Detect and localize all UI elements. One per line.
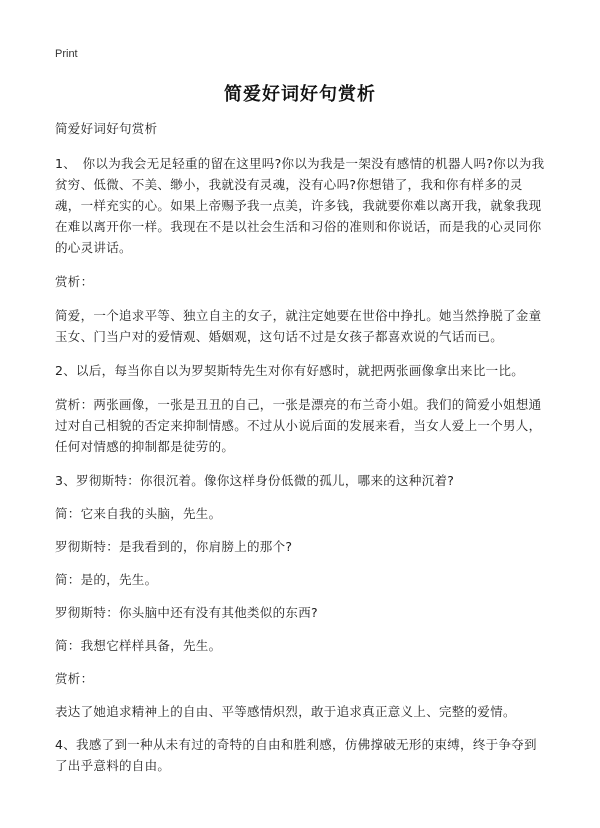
analysis-label: 赏析：: [55, 671, 94, 686]
quote-4: 4、我感了到一种从未有过的奇特的自由和胜利感，仿佛撑破无形的束缚，终于争夺到了出乎意料的自由。: [55, 737, 537, 773]
dialogue-line: 简：它来自我的头脑，先生。: [55, 506, 222, 521]
page-title: 简爱好词好句赏析: [224, 84, 376, 105]
analysis-1: 简爱，一个追求平等、独立自主的女子，就注定她要在世俗中挣扎。她当然挣脱了金童玉女、门当户对的爱情观、婚姻观，这句话不过是女孩子都喜欢说的气话而已。: [55, 308, 542, 344]
print-label: Print: [55, 48, 78, 60]
dialogue-line: 简：我想它样样具备，先生。: [55, 638, 222, 653]
quote-2: 2、以后，每当你自以为罗契斯特先生对你有好感时，就把两张画像拿出来比一比。: [55, 363, 525, 378]
dialogue-line: 简：是的，先生。: [55, 572, 158, 587]
dialogue-line: 罗彻斯特：你头脑中还有没有其他类似的东西?: [55, 605, 318, 620]
quote-3: 3、罗彻斯特：你很沉着。像你这样身份低微的孤儿，哪来的这种沉着?: [55, 473, 455, 488]
analysis-label: 赏析：: [55, 274, 94, 289]
analysis-3: 表达了她追求精神上的自由、平等感情炽烈，敢于追求真正意义上、完整的爱情。: [55, 704, 516, 719]
article-subtitle: 简爱好词好句赏析: [55, 121, 158, 136]
article-body: [55, 118, 547, 789]
quote-1: 1、 你以为我会无足轻重的留在这里吗?你以为我是一架没有感情的机器人吗?你以为我贫穷、低微、不美、缈小，我就没有灵魂，没有心吗?你想错了，我和你有样多的灵魂，一样充实的心。如果上帝赐予我一点美，许多钱，我就要你难以离开我，就象我现在难以离开你一样。我现在不是以社会生活和习俗的准则和你说话，而是我的心灵同你的心灵讲话。: [55, 156, 545, 255]
dialogue-line: 罗彻斯特：是我看到的，你肩膀上的那个?: [55, 539, 293, 554]
analysis-2: 赏析：两张画像，一张是丑丑的自己，一张是漂亮的布兰奇小姐。我们的简爱小姐想通过对自己相貌的否定来抑制情感。不过从小说后面的发展来看，当女人爱上一个男人，任何对情感的抑制都是徒劳的。: [55, 397, 542, 454]
